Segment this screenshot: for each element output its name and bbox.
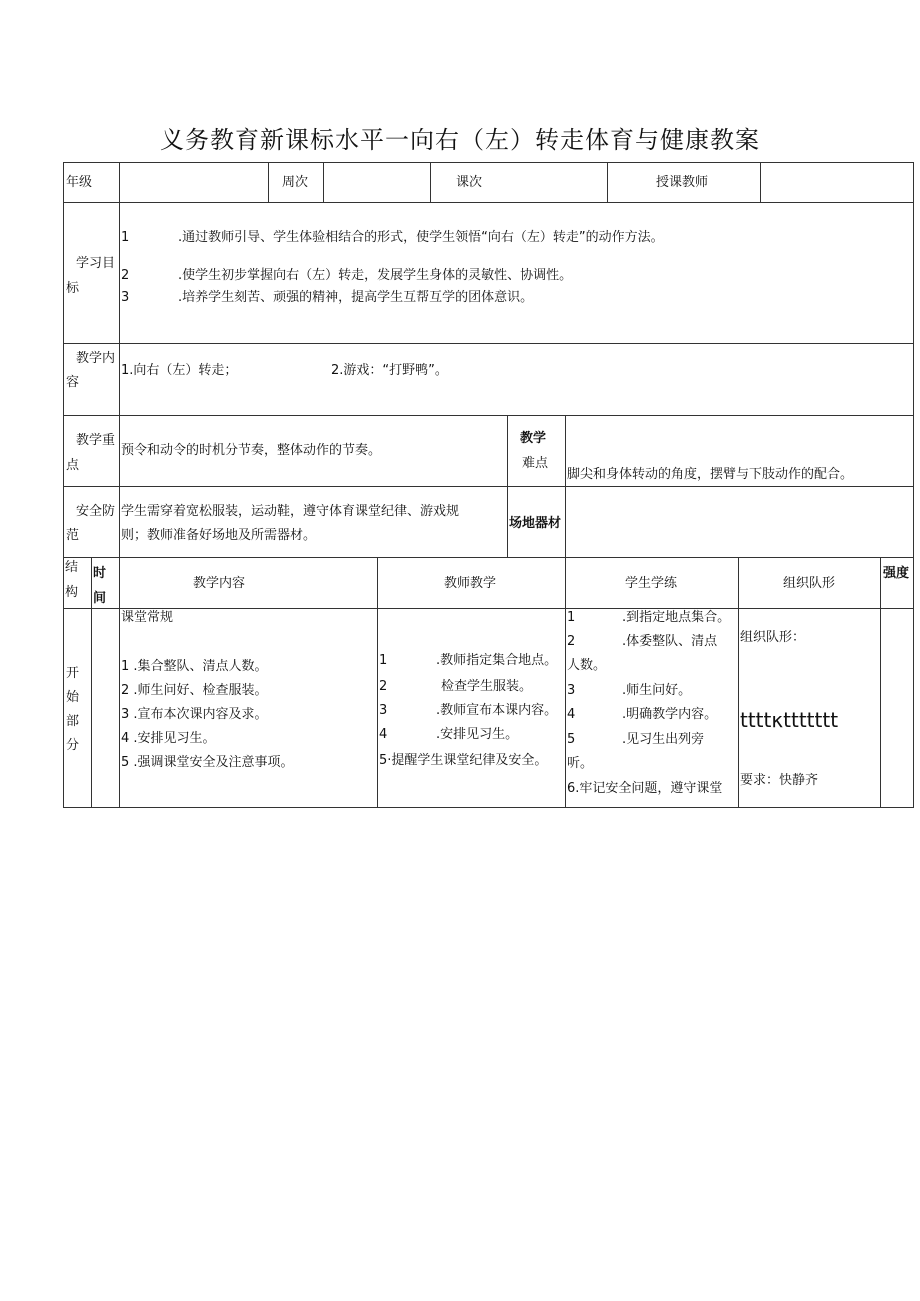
week-label: 周次	[282, 175, 309, 190]
safety-label: 范	[66, 528, 80, 543]
teacher-item-number: 3	[379, 703, 388, 718]
teacher-item-number: 2	[379, 679, 388, 694]
student-item-number: 4	[567, 707, 576, 722]
equipment-label: 场地器材	[509, 516, 562, 531]
difficulty-label: 教学	[520, 431, 547, 446]
student-header: 学生学练	[625, 576, 678, 591]
col-divider	[268, 162, 269, 203]
col-divider	[738, 557, 739, 808]
student-item-number: 3	[567, 683, 576, 698]
teacher-label: 授课教师	[656, 175, 709, 190]
row-divider	[63, 486, 914, 487]
safety-text: 学生需穿着宽松服装，运动鞋，遵守体育课堂纪律、游戏规	[121, 504, 460, 519]
objective-text: .培养学生刻苦、顽强的精神，提高学生互帮互学的团体意识。	[178, 290, 534, 305]
col-divider	[377, 557, 378, 808]
teacher-header: 教师教学	[444, 576, 497, 591]
safety-text: 则；教师准备好场地及所需器材。	[121, 528, 317, 543]
student-item: 6.牢记安全问题，遵守课堂	[567, 781, 723, 796]
content-title: 课堂常规	[121, 610, 174, 625]
col-divider	[760, 162, 761, 203]
row-divider	[63, 557, 914, 558]
col-divider	[430, 162, 431, 203]
student-item-text: .见习生出列旁	[622, 732, 705, 747]
difficulty-label: 难点	[522, 456, 549, 471]
content-item: 1.向右（左）转走；	[121, 363, 238, 378]
table-border-top	[63, 162, 914, 163]
table-border-left	[63, 162, 64, 808]
key-points-text: 预令和动令的时机分节奏，整体动作的节奏。	[121, 443, 382, 458]
student-item-number: 5	[567, 732, 576, 747]
row-divider	[63, 343, 914, 344]
section-label: 部	[66, 714, 80, 729]
table-border-right	[913, 162, 914, 808]
objectives-label: 学习目	[76, 256, 116, 271]
content-item: 2 .师生问好、检查服装。	[121, 683, 268, 698]
time-header: 间	[93, 591, 107, 606]
teacher-item-text: 检查学生服装。	[441, 679, 533, 694]
col-divider	[91, 608, 92, 808]
objective-text: .使学生初步掌握向右（左）转走，发展学生身体的灵敏性、协调性。	[178, 268, 573, 283]
objective-text: .通过教师引导、学生体验相结合的形式，使学生领悟“向右（左）转走”的动作方法。	[178, 230, 664, 245]
teacher-item: 5·提醒学生课堂纪律及安全。	[379, 753, 548, 768]
col-divider	[565, 557, 566, 808]
student-item-text: 人数。	[567, 658, 607, 673]
row-divider	[63, 202, 914, 203]
time-header: 时	[93, 566, 107, 581]
key-points-label: 教学重	[76, 433, 116, 448]
teacher-item-text: .教师宣布本课内容。	[436, 703, 558, 718]
student-item-text: .体委整队、清点	[622, 634, 718, 649]
row-divider	[63, 415, 914, 416]
student-item-text: .明确教学内容。	[622, 707, 718, 722]
key-points-label: 点	[66, 458, 80, 473]
student-item-text: .师生问好。	[622, 683, 692, 698]
formation-label: 组织队形：	[740, 630, 806, 645]
structure-header: 构	[65, 585, 79, 600]
content-item: 1 .集合整队、清点人数。	[121, 659, 268, 674]
lesson-label: 课次	[456, 175, 483, 190]
objectives-label: 标	[66, 281, 80, 296]
objective-number: 1	[121, 230, 130, 245]
teacher-item-text: .教师指定集合地点。	[436, 653, 558, 668]
student-item-text: 听。	[567, 756, 594, 771]
section-label: 始	[66, 690, 80, 705]
col-divider	[880, 557, 881, 808]
row-divider	[63, 608, 914, 609]
intensity-header: 强度	[883, 566, 910, 581]
teacher-item-number: 1	[379, 653, 388, 668]
formation-graphic: ttttκttttttt	[740, 708, 839, 732]
teacher-item-number: 4	[379, 727, 388, 742]
structure-header: 结	[65, 560, 79, 575]
col-divider	[323, 162, 324, 203]
page-title: 义务教育新课标水平一向右（左）转走体育与健康教案	[160, 126, 760, 154]
student-item-number: 2	[567, 634, 576, 649]
objective-number: 2	[121, 268, 130, 283]
col-divider	[607, 162, 608, 203]
difficulty-text: 脚尖和身体转动的角度，摆臂与下肢动作的配合。	[567, 467, 854, 482]
formation-header: 组织队形	[783, 576, 836, 591]
safety-label: 安全防	[76, 504, 116, 519]
grade-label: 年级	[66, 175, 93, 190]
content-item: 5 .强调课堂安全及注意事项。	[121, 755, 294, 770]
section-label: 开	[66, 666, 80, 681]
col-divider	[91, 557, 92, 608]
student-item-number: 1	[567, 610, 576, 625]
table-border-bottom	[63, 807, 914, 808]
col-divider	[507, 415, 508, 558]
col-divider	[119, 162, 120, 558]
content-item: 2.游戏：“打野鸭”。	[331, 363, 448, 378]
col-divider	[565, 415, 566, 558]
content-label: 教学内	[76, 351, 116, 366]
content-item: 3 .宣布本次课内容及求。	[121, 707, 268, 722]
objective-number: 3	[121, 290, 130, 305]
content-header: 教学内容	[193, 576, 246, 591]
student-item-text: .到指定地点集合。	[622, 610, 731, 625]
content-label: 容	[66, 375, 80, 390]
content-item: 4 .安排见习生。	[121, 731, 216, 746]
formation-requirement: 要求：快静齐	[740, 773, 819, 788]
teacher-item-text: .安排见习生。	[436, 727, 519, 742]
section-label: 分	[66, 738, 80, 753]
col-divider	[119, 557, 120, 808]
